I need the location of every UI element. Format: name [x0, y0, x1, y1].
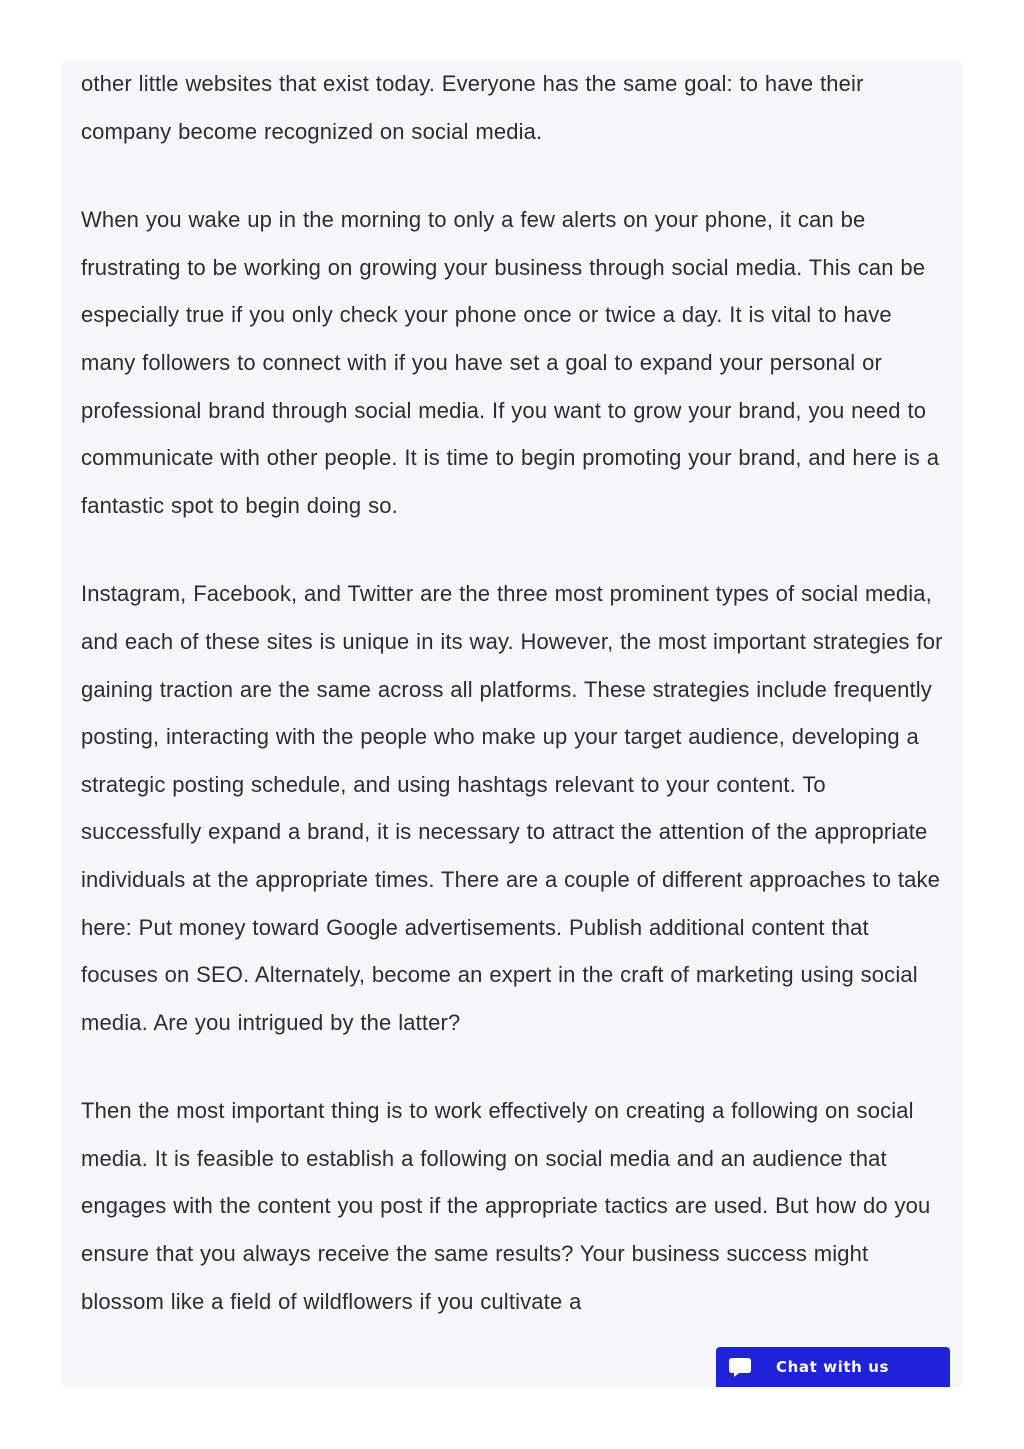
article-body: [81, 61, 951, 1366]
paragraph: When you wake up in the morning to only a few alerts on your phone, it can be frustrating to be working on growing your business through social media. This can be especially true if you only check your phone once or twice a day. It is vital to have many followers to connect with if you have set a goal to expand your personal or professional brand through social media. If you want to grow your brand, you need to communicate with other people. It is time to begin promoting your brand, and here is a fantastic spot to begin doing so.: [81, 207, 940, 518]
paragraph: other little websites that exist today. Everyone has the same goal: to have their company become recognized on social media.: [81, 71, 864, 144]
chat-bubble-icon: [728, 1355, 752, 1379]
paragraph: Then the most important thing is to work effectively on creating a following on social media. It is feasible to establish a following on social media and an audience that engages with the content you post if the appropriate tactics are used. But how do you ensure that you always receive the same results? Your business success might blossom like a field of wildflowers if you cultivate a: [81, 1098, 931, 1314]
chat-button-label: Chat with us: [776, 1358, 890, 1376]
chat-with-us-button[interactable]: [716, 1347, 950, 1387]
document-page: [61, 61, 963, 1387]
paragraph: Instagram, Facebook, and Twitter are the three most prominent types of social media, and each of these sites is unique in its way. However, the most important strategies for gaining traction are the same across all platforms. These strategies include frequently posting, interacting with the people who make up your target audience, developing a strategic posting schedule, and using hashtags relevant to your content. To successfully expand a brand, it is necessary to attract the attention of the appropriate individuals at the appropriate times. There are a couple of different approaches to take here: Put money toward Google advertisements. Publish additional content that focuses on SEO. Alternately, become an expert in the craft of marketing using social media. Are you intrigued by the latter?: [81, 581, 943, 1035]
